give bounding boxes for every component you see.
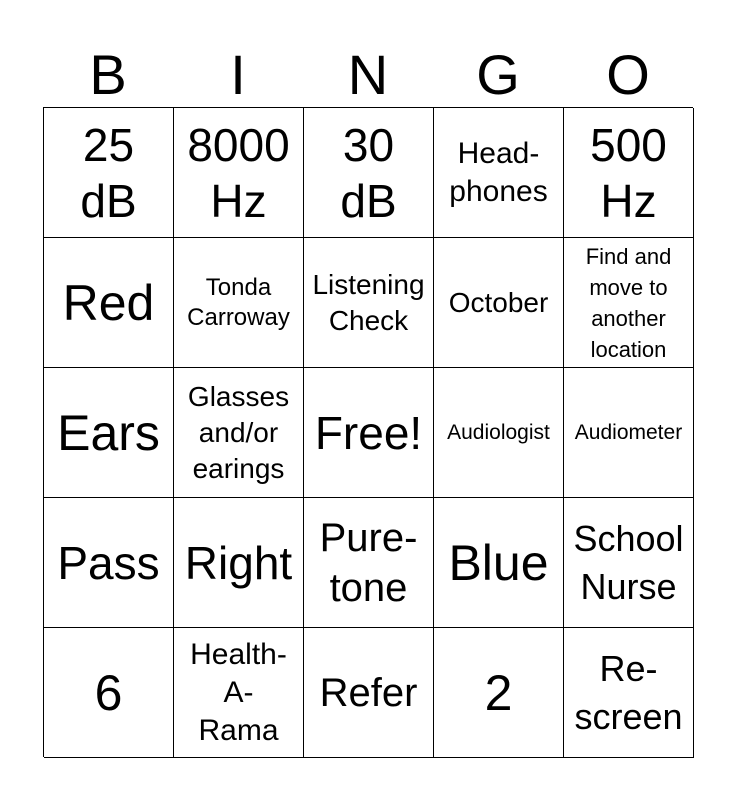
- bingo-cell[interactable]: [44, 238, 174, 368]
- cell-text: Find and move to another location: [585, 243, 672, 362]
- bingo-cell[interactable]: [434, 368, 564, 498]
- cell-text: Red: [62, 274, 155, 331]
- header-letter-g: G: [476, 43, 520, 106]
- cell-text: 30 dB: [340, 118, 397, 227]
- bingo-cell[interactable]: [44, 108, 174, 238]
- cell-text: Tonda Carroway: [187, 273, 290, 331]
- cell-text: 25 dB: [80, 118, 137, 227]
- header-letter-b: B: [89, 43, 127, 106]
- bingo-cell[interactable]: [304, 628, 434, 758]
- bingo-card: [43, 107, 693, 757]
- bingo-cell[interactable]: [174, 498, 304, 628]
- bingo-cell[interactable]: [434, 108, 564, 238]
- bingo-cell[interactable]: [434, 238, 564, 368]
- cell-text: Free!: [314, 406, 423, 459]
- bingo-cell[interactable]: [564, 498, 694, 628]
- bingo-cell[interactable]: [434, 498, 564, 628]
- cell-text: October: [448, 286, 549, 318]
- cell-text: Refer: [319, 670, 418, 715]
- cell-text: 8000 Hz: [187, 118, 290, 227]
- cell-text: Re- screen: [574, 647, 683, 737]
- cell-text: Pure- tone: [319, 515, 418, 610]
- bingo-cell[interactable]: [174, 368, 304, 498]
- cell-text: Right: [184, 536, 293, 589]
- cell-text: Listening Check: [312, 268, 425, 336]
- header-letter-n: N: [347, 43, 389, 106]
- cell-text: 6: [94, 664, 123, 721]
- free-space-cell[interactable]: [304, 368, 434, 498]
- cell-text: Glasses and/or earings: [187, 380, 290, 484]
- bingo-cell[interactable]: [174, 108, 304, 238]
- bingo-cell[interactable]: [44, 368, 174, 498]
- cell-text: School Nurse: [573, 517, 684, 607]
- bingo-cell[interactable]: [564, 238, 694, 368]
- cell-text: Pass: [57, 536, 160, 589]
- bingo-cell[interactable]: [564, 368, 694, 498]
- cell-text: Ears: [57, 404, 160, 461]
- cell-text: Blue: [448, 534, 549, 591]
- cell-text: Head- phones: [449, 136, 548, 208]
- header-letter-o: O: [606, 43, 650, 106]
- bingo-cell[interactable]: [564, 108, 694, 238]
- bingo-cell[interactable]: [44, 498, 174, 628]
- cell-text: Audiologist: [447, 420, 550, 444]
- bingo-cell[interactable]: [174, 238, 304, 368]
- cell-text: Health- A- Rama: [190, 637, 287, 747]
- cell-text: 500 Hz: [590, 118, 667, 227]
- bingo-header: [43, 42, 693, 108]
- bingo-cell[interactable]: [174, 628, 304, 758]
- cell-text: Audiometer: [574, 420, 683, 444]
- bingo-cell[interactable]: [304, 108, 434, 238]
- bingo-cell[interactable]: [304, 238, 434, 368]
- bingo-cell[interactable]: [434, 628, 564, 758]
- bingo-cell[interactable]: [304, 498, 434, 628]
- bingo-cell[interactable]: [564, 628, 694, 758]
- cell-text: 2: [484, 664, 513, 721]
- header-letter-i: I: [230, 43, 246, 106]
- bingo-cell[interactable]: [44, 628, 174, 758]
